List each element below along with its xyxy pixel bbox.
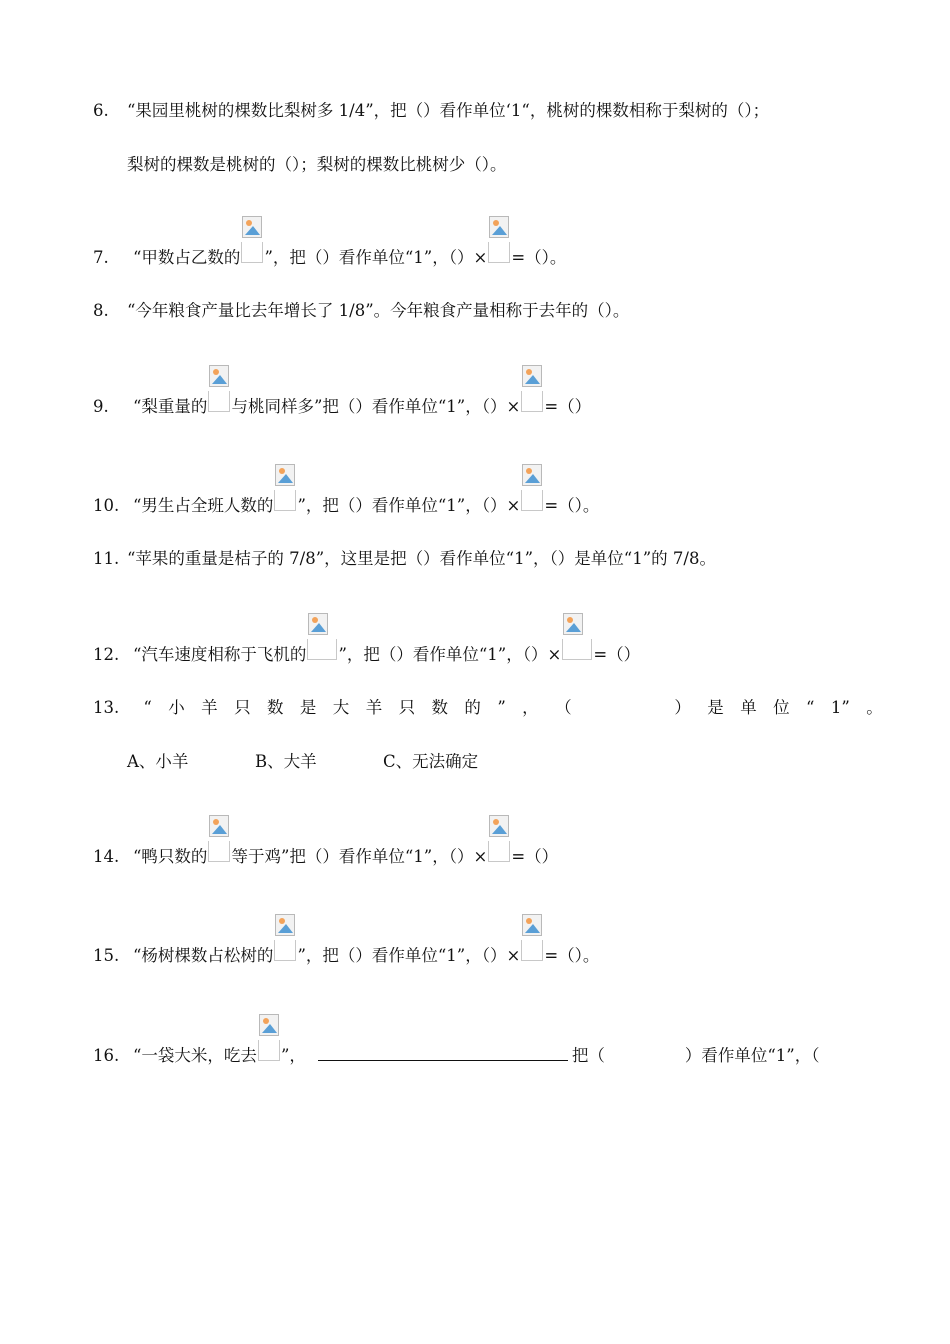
fraction-image-icon — [274, 940, 296, 961]
question-text: ”，把（）看作单位“1”，（）× — [297, 946, 521, 965]
question-number: 16. — [93, 1046, 120, 1065]
option-c[interactable]: C、无法确定 — [383, 752, 479, 771]
question-16 — [93, 1040, 820, 1067]
fraction-image-icon — [488, 841, 510, 862]
question-char: 大 — [332, 698, 350, 717]
question-text: ”，把（）看作单位“1”，（）× — [338, 645, 562, 664]
question-text: ”，把（）看作单位“1”，（）× — [297, 496, 521, 515]
question-text: ”，把（）看作单位“1”，（）× — [264, 248, 488, 267]
question-char: 单 — [740, 698, 757, 717]
question-char: 的 — [464, 698, 481, 717]
question-char: 羊 — [365, 698, 383, 717]
question-text: “梨重量的 — [133, 397, 208, 416]
question-9 — [93, 391, 591, 418]
question-text: “杨树棵数占松树的 — [133, 946, 274, 965]
question-text: 等于鸡”把（）看作单位“1”，（）× — [231, 847, 488, 866]
question-char: 是 — [707, 698, 724, 717]
question-char: “ — [806, 698, 815, 717]
question-char: 小 — [168, 698, 185, 717]
fraction-image-icon — [274, 490, 296, 511]
question-text: “一袋大米，吃去 — [133, 1046, 257, 1065]
question-8 — [93, 300, 629, 322]
question-char: 羊 — [201, 698, 218, 717]
answer-blank[interactable] — [318, 1044, 568, 1061]
question-char: 数 — [266, 698, 284, 717]
question-number: 6. — [93, 101, 109, 120]
question-text: =（）。 — [511, 248, 567, 267]
fraction-image-icon — [521, 940, 543, 961]
question-char: 数 — [431, 698, 448, 717]
fraction-image-icon — [208, 391, 230, 412]
question-number: 11. — [93, 549, 120, 568]
question-char: ， — [522, 698, 539, 717]
question-6-continuation — [127, 154, 507, 176]
fraction-image-icon — [521, 391, 543, 412]
question-text: =（）。 — [544, 496, 600, 515]
question-13 — [93, 697, 883, 719]
question-13-options — [127, 751, 478, 773]
question-text: 与桃同样多”把（）看作单位“1”，（）× — [231, 397, 521, 416]
question-number: 9. — [93, 397, 109, 416]
question-char: ” — [497, 698, 506, 717]
question-text: 把（ — [571, 1046, 605, 1065]
question-text: “甲数占乙数的 — [133, 248, 241, 267]
question-7 — [93, 242, 566, 269]
question-char: 。 — [866, 698, 883, 717]
fraction-image-icon — [241, 242, 263, 263]
question-char: ） — [674, 698, 691, 717]
question-number: 12. — [93, 645, 120, 664]
fraction-image-icon — [307, 639, 337, 660]
question-char: 只 — [234, 698, 251, 717]
question-text: =（）。 — [544, 946, 600, 965]
question-6 — [93, 100, 769, 122]
question-number: 7. — [93, 248, 109, 267]
option-b[interactable]: B、大羊 — [255, 752, 317, 771]
fraction-image-icon — [208, 841, 230, 862]
question-text: 梨树的棵数是桃树的（）；梨树的棵数比桃树少（）。 — [127, 155, 507, 174]
question-text: “鸭只数的 — [133, 847, 208, 866]
question-char: “ — [143, 698, 152, 717]
question-char: （ — [555, 698, 572, 717]
question-10 — [93, 490, 599, 517]
question-text: =（） — [593, 645, 641, 664]
question-text: “苹果的重量是桔子的 7/8”，这里是把（）看作单位“1”，（）是单位“1”的 7/8。 — [127, 549, 716, 568]
question-14 — [93, 841, 558, 868]
question-char: 是 — [299, 698, 317, 717]
question-char: 只 — [398, 698, 416, 717]
question-text: =（） — [544, 397, 592, 416]
question-char: 位 — [773, 698, 790, 717]
question-11 — [93, 548, 716, 570]
fraction-image-icon — [488, 242, 510, 263]
question-text: ）看作单位“1”，（ — [684, 1046, 820, 1065]
question-number: 15. — [93, 946, 120, 965]
question-number: 8. — [93, 301, 109, 320]
question-number: 13. — [93, 698, 120, 717]
fraction-image-icon — [258, 1040, 280, 1061]
question-number: 10. — [93, 496, 120, 515]
question-text: ”， — [280, 1046, 306, 1065]
question-15 — [93, 940, 599, 967]
question-text: =（） — [511, 847, 559, 866]
question-12 — [93, 639, 640, 666]
question-text: “汽车速度相称于飞机的 — [133, 645, 307, 664]
question-char: 1” — [830, 698, 850, 717]
fraction-image-icon — [521, 490, 543, 511]
fraction-image-icon — [562, 639, 592, 660]
question-text: “男生占全班人数的 — [133, 496, 274, 515]
question-number: 14. — [93, 847, 120, 866]
question-text: “今年粮食产量比去年增长了 1/8”。今年粮食产量相称于去年的（）。 — [127, 301, 630, 320]
question-text: “果园里桃树的棵数比梨树多 1/4”，把（）看作单位‘1“，桃树的棵数相称于梨树的（）； — [127, 101, 770, 120]
option-a[interactable]: A、小羊 — [127, 752, 189, 771]
